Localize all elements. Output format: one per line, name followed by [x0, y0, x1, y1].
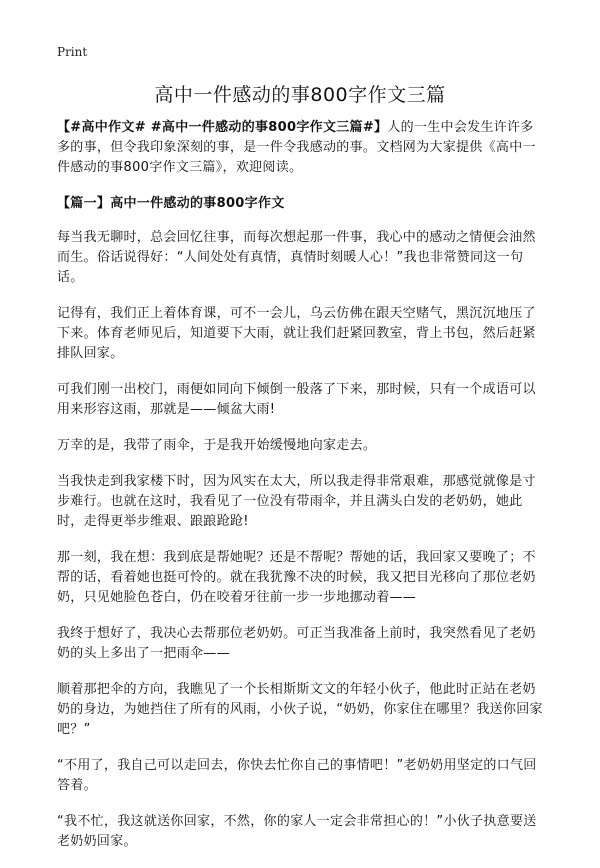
- paragraph: 顺着那把伞的方向，我瞧见了一个长相斯斯文文的年轻小伙子，他此时正站在老奶奶的身边，为她挡住了所有的风雨，小伙子说，“奶奶，你家住在哪里？我送你回家吧？”: [57, 682, 543, 737]
- intro-text: 人的一生中会发生许许多多的事，但令我印象深刻的事，是一件令我感动的事。文档网为大家提供《高中一件感动的事800字作文三篇》，欢迎阅读。: [57, 120, 536, 175]
- paragraph: 当我快走到我家楼下时，因为风实在太大，所以我走得非常艰难，那感觉就像是寸步难行。也就在这时，我看见了一位没有带雨伞，并且满头白发的老奶奶，她此时，走得更举步维艰、踉踉跄跄!: [57, 474, 536, 529]
- paragraph: 每当我无聊时，总会回忆往事，而每次想起那一件事，我心中的感动之情便会油然而生。俗话说得好：“人间处处有真情，真情时刻暖人心！”我也非常赞同这一句话。: [57, 230, 536, 285]
- page-title: 高中一件感动的事800字作文三篇: [154, 84, 446, 106]
- article-body: [57, 118, 544, 868]
- intro-tag: 【#高中作文# #高中一件感动的事800字作文三篇#】: [57, 120, 388, 135]
- paragraph: 万幸的是，我带了雨伞，于是我开始缓慢地向家走去。: [57, 438, 377, 453]
- paragraph: 可我们刚一出校门，雨便如同向下倾倒一般落了下来，那时候，只有一个成语可以用来形容这雨，那就是——倾盆大雨!: [57, 382, 536, 417]
- paragraph: “不用了，我自己可以走回去，你快去忙你自己的事情吧！”老奶奶用坚定的口气回答着。: [57, 758, 537, 793]
- intro-paragraph: [57, 118, 544, 178]
- print-link[interactable]: Print: [57, 45, 88, 59]
- section-heading: 【篇一】高中一件感动的事800字作文: [57, 196, 285, 211]
- paragraph: 记得有，我们正上着体育课，可不一会儿，乌云仿佛在跟天空赌气，黑沉沉地压了下来。体育老师见后，知道要下大雨，就让我们赶紧回教室，背上书包，然后赶紧排队回家。: [57, 306, 536, 361]
- paragraph: 那一刻，我在想：我到底是帮她呢？还是不帮呢？帮她的话，我回家又要晚了；不帮的话，看着她也挺可怜的。就在我犹豫不决的时候，我又把目光移向了那位老奶奶，只见她脸色苍白，仍在咬着牙往前一步一步地挪动着——: [57, 550, 536, 605]
- paragraph: 我终于想好了，我决心去帮那位老奶奶。可正当我准备上前时，我突然看见了老奶奶的头上多出了一把雨伞——: [57, 626, 536, 661]
- paragraph: “我不忙，我这就送你回家，不然，你的家人一定会非常担心的！”小伙子执意要送老奶奶回家。: [57, 814, 537, 849]
